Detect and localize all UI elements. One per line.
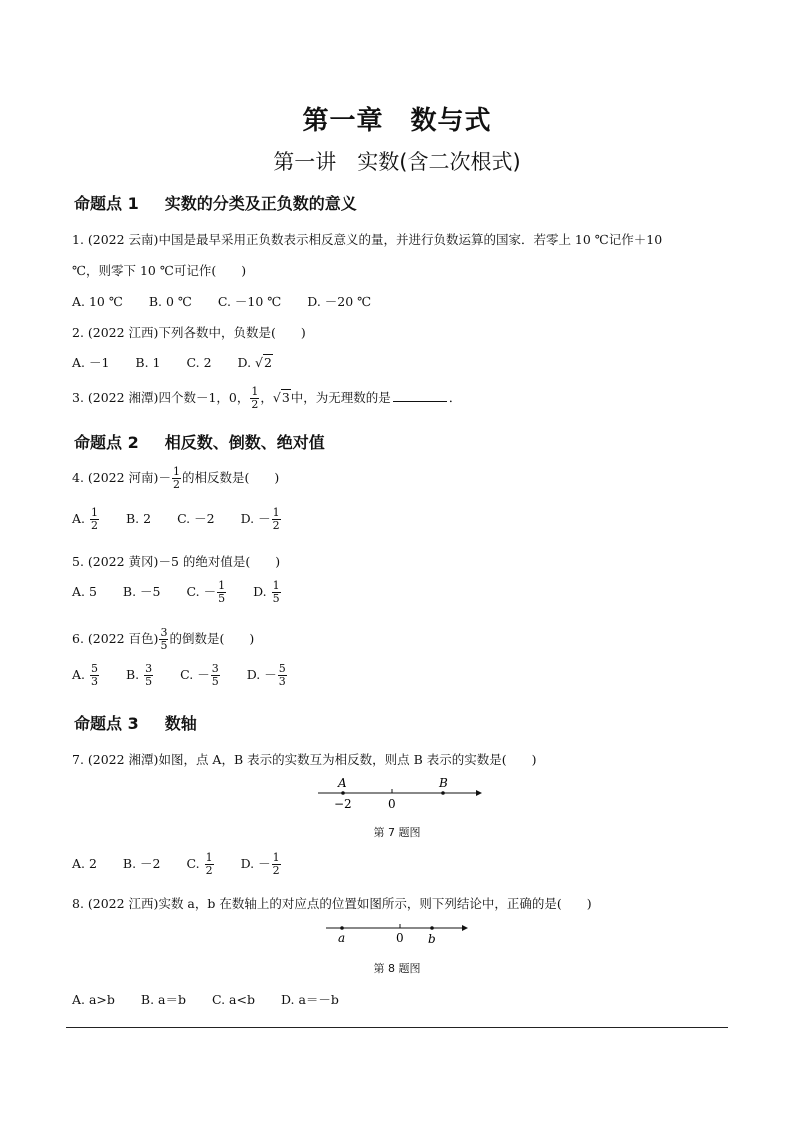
sqrt-symbol: √3 — [272, 390, 290, 405]
label-a: a — [338, 931, 346, 945]
q8-option-d: D. a＝－b — [280, 992, 339, 1007]
q2-option-a: A. －1 — [72, 355, 110, 370]
section-3-title: 数轴 — [164, 714, 197, 733]
q7-number-line — [300, 772, 490, 816]
section-1-heading — [74, 191, 357, 214]
q4-options — [72, 507, 304, 532]
q5-option-c: C. － $\frac{1}{5}$ — [186, 579, 226, 605]
label-b: B — [439, 776, 448, 790]
label-a: A — [338, 776, 347, 790]
label-b: b — [428, 932, 436, 946]
q1-text-line1: 1. (2022 云南)中国是最早采用正负数表示相反意义的量，并进行负数运算的国家．若零上 10 ℃记作＋10 — [72, 232, 663, 247]
section-2-title: 相反数、倒数、绝对值 — [164, 433, 325, 452]
q2-option-d: D. √2 — [237, 355, 272, 370]
q8-option-c: C. a<b — [211, 992, 255, 1007]
q6-option-b: B. $\frac{3}{5}$ — [125, 662, 153, 688]
q5-text: 5. (2022 黄冈)－5 的绝对值是( ) — [72, 554, 281, 569]
q5-option-d: D. $\frac{1}{5}$ — [253, 579, 280, 605]
q7-caption: 第 7 题图 — [373, 826, 421, 839]
q6-option-c: C. － $\frac{3}{5}$ — [180, 662, 219, 688]
q7-text: 7. (2022 湘潭)如图，点 A，B 表示的实数互为相反数，则点 B 表示的实数是( ) — [72, 752, 537, 767]
section-3-heading — [74, 711, 197, 734]
q8-text: 8. (2022 江西)实数 a，b 在数轴上的对应点的位置如图所示，则下列结论中，正确的是( ) — [72, 896, 592, 911]
q3-text: 3. (2022 湘潭)四个数－1，0， $\frac{1}{2}$ ，√3中，为无理数的是 ． — [72, 385, 462, 411]
sqrt-symbol: √2 — [255, 355, 272, 370]
q1-option-a: A. 10 ℃ — [72, 294, 123, 309]
q2-text: 2. (2022 江西)下列各数中，负数是( ) — [72, 325, 306, 340]
arrow-icon — [462, 925, 468, 931]
arrow-icon — [476, 790, 482, 796]
q1-options — [72, 292, 393, 310]
q4-option-a: A. $\frac{1}{2}$ — [72, 506, 98, 532]
q1-text-line2: ℃，则零下 10 ℃可记作( ) — [72, 263, 247, 278]
section-1-title: 实数的分类及正负数的意义 — [164, 194, 357, 213]
q6-fraction: $\frac{3}{5}$ — [160, 626, 168, 652]
q4-fraction: $\frac{1}{2}$ — [172, 465, 180, 491]
chapter-title: 第一章 数与式 — [302, 106, 492, 136]
q4-option-d: D. － $\frac{1}{2}$ — [240, 506, 280, 532]
q8-caption: 第 8 题图 — [373, 962, 421, 975]
section-2-label: 命题点 2 — [74, 433, 139, 452]
q2-option-c: C. 2 — [186, 355, 212, 370]
q1-option-b: B. 0 ℃ — [148, 294, 192, 309]
q6-text: 6. (2022 百色) $\frac{3}{5}$ 的倒数是( ) — [72, 626, 255, 652]
tick-label-zero: 0 — [388, 797, 396, 811]
q5-option-b: B. －5 — [122, 584, 161, 599]
q3-fraction: $\frac{1}{2}$ — [251, 385, 259, 411]
section-3-label: 命题点 3 — [74, 714, 139, 733]
q6-option-d: D. － $\frac{5}{3}$ — [246, 662, 286, 688]
section-1-label: 命题点 1 — [74, 194, 139, 213]
q6-option-a: A. $\frac{5}{3}$ — [72, 662, 98, 688]
q7-option-d: D. － $\frac{1}{2}$ — [240, 851, 280, 877]
q2-options — [72, 353, 295, 371]
q1-option-d: D. －20 ℃ — [307, 294, 372, 309]
q5-options — [72, 580, 304, 605]
q4-option-c: C. －2 — [177, 511, 215, 526]
q4-text: 4. (2022 河南)－ $\frac{1}{2}$ 的相反数是( ) — [72, 465, 280, 491]
label-zero: 0 — [396, 931, 404, 945]
q8-number-line — [318, 916, 478, 948]
point-a — [340, 926, 344, 930]
q5-option-a: A. 5 — [72, 584, 97, 599]
q7-option-b: B. －2 — [122, 856, 161, 871]
q1-option-c: C. －10 ℃ — [217, 294, 282, 309]
q8-option-b: B. a＝b — [140, 992, 186, 1007]
bottom-divider — [66, 1027, 728, 1028]
q8-options — [72, 990, 361, 1008]
q4-option-b: B. 2 — [125, 511, 152, 526]
section-2-heading — [74, 430, 325, 453]
q8-option-a: A. a>b — [72, 992, 115, 1007]
lecture-title: 第一讲 实数(含二次根式) — [273, 150, 521, 174]
point-b — [430, 926, 434, 930]
point-b — [441, 791, 445, 795]
q7-option-a: A. 2 — [72, 856, 97, 871]
tick-label-neg2: −2 — [334, 797, 352, 811]
point-a — [341, 791, 345, 795]
q7-option-c: C. $\frac{1}{2}$ — [186, 851, 213, 877]
q2-option-b: B. 1 — [135, 355, 161, 370]
q7-options — [72, 852, 304, 877]
q6-options — [72, 663, 310, 688]
answer-blank[interactable] — [393, 389, 447, 402]
